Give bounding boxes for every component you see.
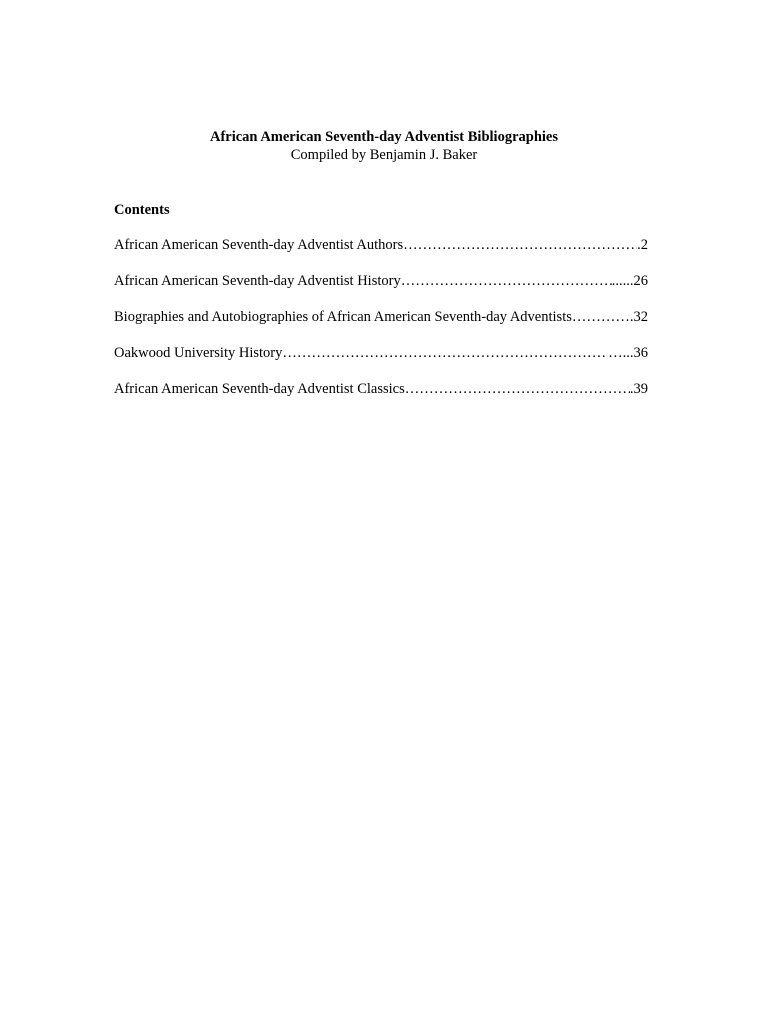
toc-entry-label: African American Seventh-day Adventist Classics <box>114 381 405 397</box>
toc-entry-page: …...36 <box>608 345 648 361</box>
toc-entry-label: Biographies and Autobiographies of African American Seventh-day Adventists <box>114 309 572 325</box>
document-header <box>0 128 768 164</box>
toc-entry-authors <box>114 236 648 254</box>
contents-heading: Contents <box>114 202 170 218</box>
toc-entry-page: ......26 <box>611 273 648 289</box>
toc-entry-page: .39 <box>629 381 648 397</box>
toc-entry-oakwood <box>114 344 648 362</box>
toc-entry-label: Oakwood University History <box>114 345 283 361</box>
toc-entry-page: …….32 <box>600 309 648 325</box>
toc-entry-classics <box>114 380 648 398</box>
toc-dot-leader <box>403 236 637 254</box>
toc-dot-leader <box>405 380 630 398</box>
toc-entry-label: African American Seventh-day Adventist Authors <box>114 237 404 253</box>
toc-entry-label: African American Seventh-day Adventist History <box>114 273 401 289</box>
toc-dot-leader <box>572 308 601 326</box>
toc-dot-leader <box>282 344 608 362</box>
document-subtitle: Compiled by Benjamin J. Baker <box>290 147 478 163</box>
toc-entry-biographies <box>114 308 648 326</box>
document-title: African American Seventh-day Adventist Bibliographies <box>209 129 558 145</box>
toc-entry-history <box>114 272 648 290</box>
toc-entry-page: .2 <box>637 237 648 253</box>
toc-dot-leader <box>401 272 612 290</box>
table-of-contents <box>114 236 648 416</box>
